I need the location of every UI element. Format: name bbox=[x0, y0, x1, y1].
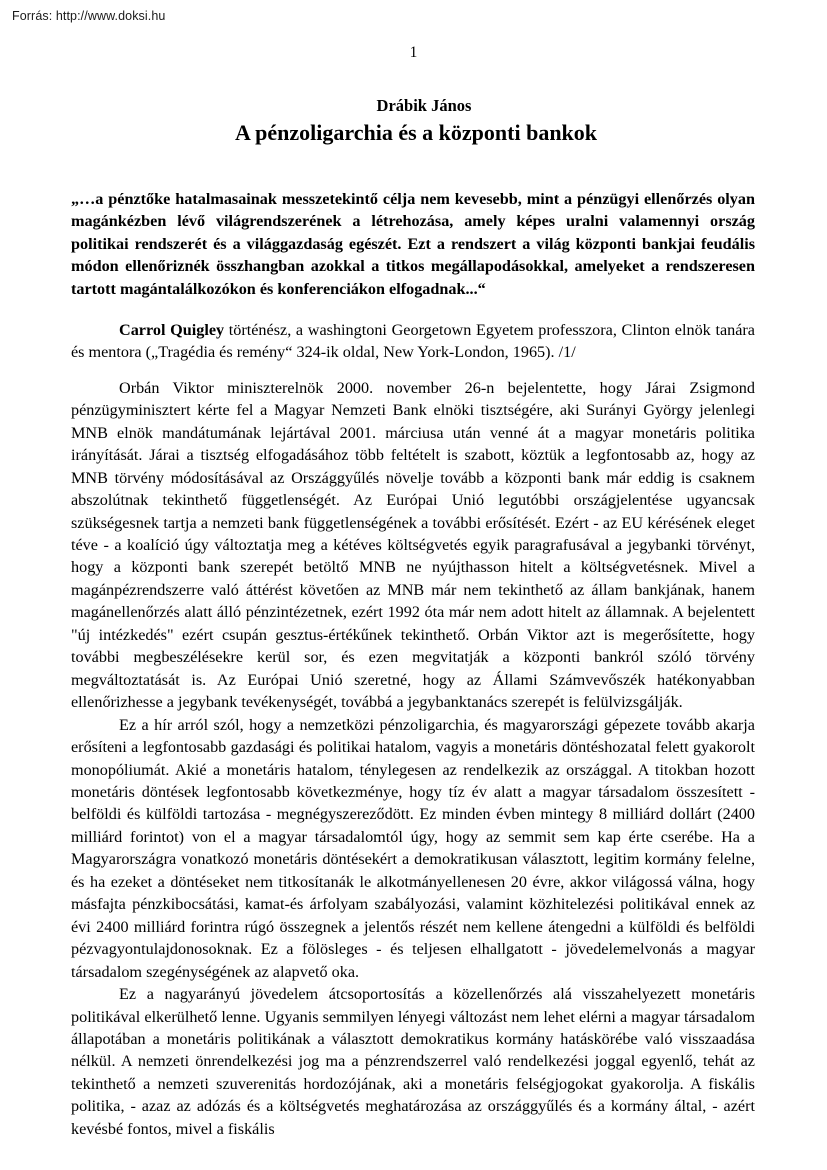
text-column bbox=[71, 95, 755, 1140]
body-paragraph-2: Ez a hír arról szól, hogy a nemzetközi pénzoligarchia, és magyarországi gépezete tovább akarja erősíteni a legfontosabb gazdasági és politikai hatalom, vagyis a monetáris döntéshozatal felett gyakorolt monopóliumát. Akié a monetáris hatalom, ténylegesen az rendelkezik az országgal. A titokban hozott monetáris döntések legfontosabb következménye, hogy tíz év alatt a magyar társadalom összesített - belföldi és külföldi tartozása - megnégyszereződött. Ez minden évben mintegy 8 milliárd dollárt (2400 milliárd forintot) von el a magyar társadalomtól úgy, hogy az semmit sem kap érte cserébe. Ha a Magyarországra vonatkozó monetáris döntésekért a demokratikusan választott, legitim kormány felelne, és ha ezeket a döntéseket nem titkosítanák le alkotmányellenesen 20 évre, akkor világossá válna, hogy másfajta pénzkibocsátási, kamat-és árfolyam szabályozási, valamint közhitelezési politikával ennek az évi 2400 milliárd forintra rúgó összegnek a jelentős részét nem kellene átengedni a külföldi és belföldi pézvagyontulajdonosoknak. Ez a fölösleges - és teljesen elhallgatott - jövedelemelvonás a magyar társadalom szegénységének az alapvető oka. bbox=[71, 715, 755, 981]
page-number: 1 bbox=[409, 44, 418, 61]
source-watermark: Forrás: http://www.doksi.hu bbox=[12, 9, 166, 23]
quote-attribution bbox=[71, 319, 755, 364]
quote-author-name: Carrol Quigley bbox=[119, 321, 225, 340]
pull-quote: „…a pénztőke hatalmasainak messzetekintő célja nem kevesebb, mint a pénzügyi ellenőrzés olyan magánkézben lévő világrendszerének a létrehozása, amely képes uralni valamennyi ország politikai rendszerét és a világgazdaság egészét. Ezt a rendszert a világ központi bankjai feudális módon ellenőriznék összhangban azokkal a titkos megállapodásokkal, amelyeket a rendszeresen tartott magántalálkozókon és konferenciákon elfogadnak...“ bbox=[71, 190, 755, 298]
author-name: Drábik János bbox=[376, 96, 472, 115]
body-paragraph-1: Orbán Viktor miniszterelnök 2000. november 26-n bejelentette, hogy Járai Zsigmond pénzügyminisztert kérte fel a Magyar Nemzeti Bank elnöki tisztségére, aki Surányi György jelenlegi MNB elnök mandátumának lejártával 2001. márciusa után venné át a magyar monetáris politika irányítását. Járai a tisztség elfogadásához több feltételt is szabott, köztük a legfontosabb az, hogy az MNB törvény módosításával az Országgyűlés növelje tovább a központi bank már eddig is csaknem abszolútnak tekinthető függetlenségét. Az Európai Unió legutóbbi országjelentése ugyancsak szükségesnek tartja a nemzeti bank függetlenségének a további erősítését. Ezért - az EU kérésének eleget téve - a koalíció úgy változtatja meg a kétéves költségvetés egyik paragrafusával a jegybanki törvényt, hogy a központi bank szerepét betöltő MNB ne nyújthasson hitelt a költségvetésnek. Mivel a magánpézrendszerre való áttérést követően az MNB már nem tekinthető az állam bankjának, hanem magánellenőrzés alatt álló pénzintézetnek, ezért 1992 óta már nem adott hitelt az államnak. A bejelentett "új intézkedés" ezért csupán gesztus-értékűnek tekinthető. Orbán Viktor azt is megerősítette, hogy további megbeszélésekre kerül sor, és ezen megvitatják a központi bankról szóló törvény megváltoztatását is. Az Európai Unió szeretné, hogy az Állami Számvevőszék hatékonyabban ellenőrizhesse a jegybank tevékenységét, továbbá a jegybanktanács szerepét is felülvizsgálják. bbox=[71, 378, 755, 712]
page-title: A pénzoligarchia és a központi bankok bbox=[234, 120, 598, 145]
body-paragraph-3: Ez a nagyarányú jövedelem átcsoportosítás a közellenőrzés alá visszahelyezett monetáris politikával elkerülhető lenne. Ugyanis semmilyen lényegi változást nem lehet elérni a magyar társadalom állapotában a monetáris politikának a választott demokratikus kormány hatáskörébe való visszaadása nélkül. A nemzeti önrendelkezési jog ma a pénzrendszerrel való rendelkezési joggal egyenlő, tehát az tekinthető a nemzeti szuverenitás hordozójának, aki a monetáris felségjogokat gyakorolja. A fiskális politika, - azaz az adózás és a költségvetés meghatározása az országgyűlés és a kormány által, - azért kevésbé fontos, mivel a fiskális bbox=[71, 985, 755, 1138]
quote-attribution-detail: történész, a washingtoni Georgetown Egyetem professzora, Clinton elnök tanára és mentora („Tragédia és remény“ 324-ik oldal, New York-London, 1965). /1/ bbox=[71, 321, 755, 362]
